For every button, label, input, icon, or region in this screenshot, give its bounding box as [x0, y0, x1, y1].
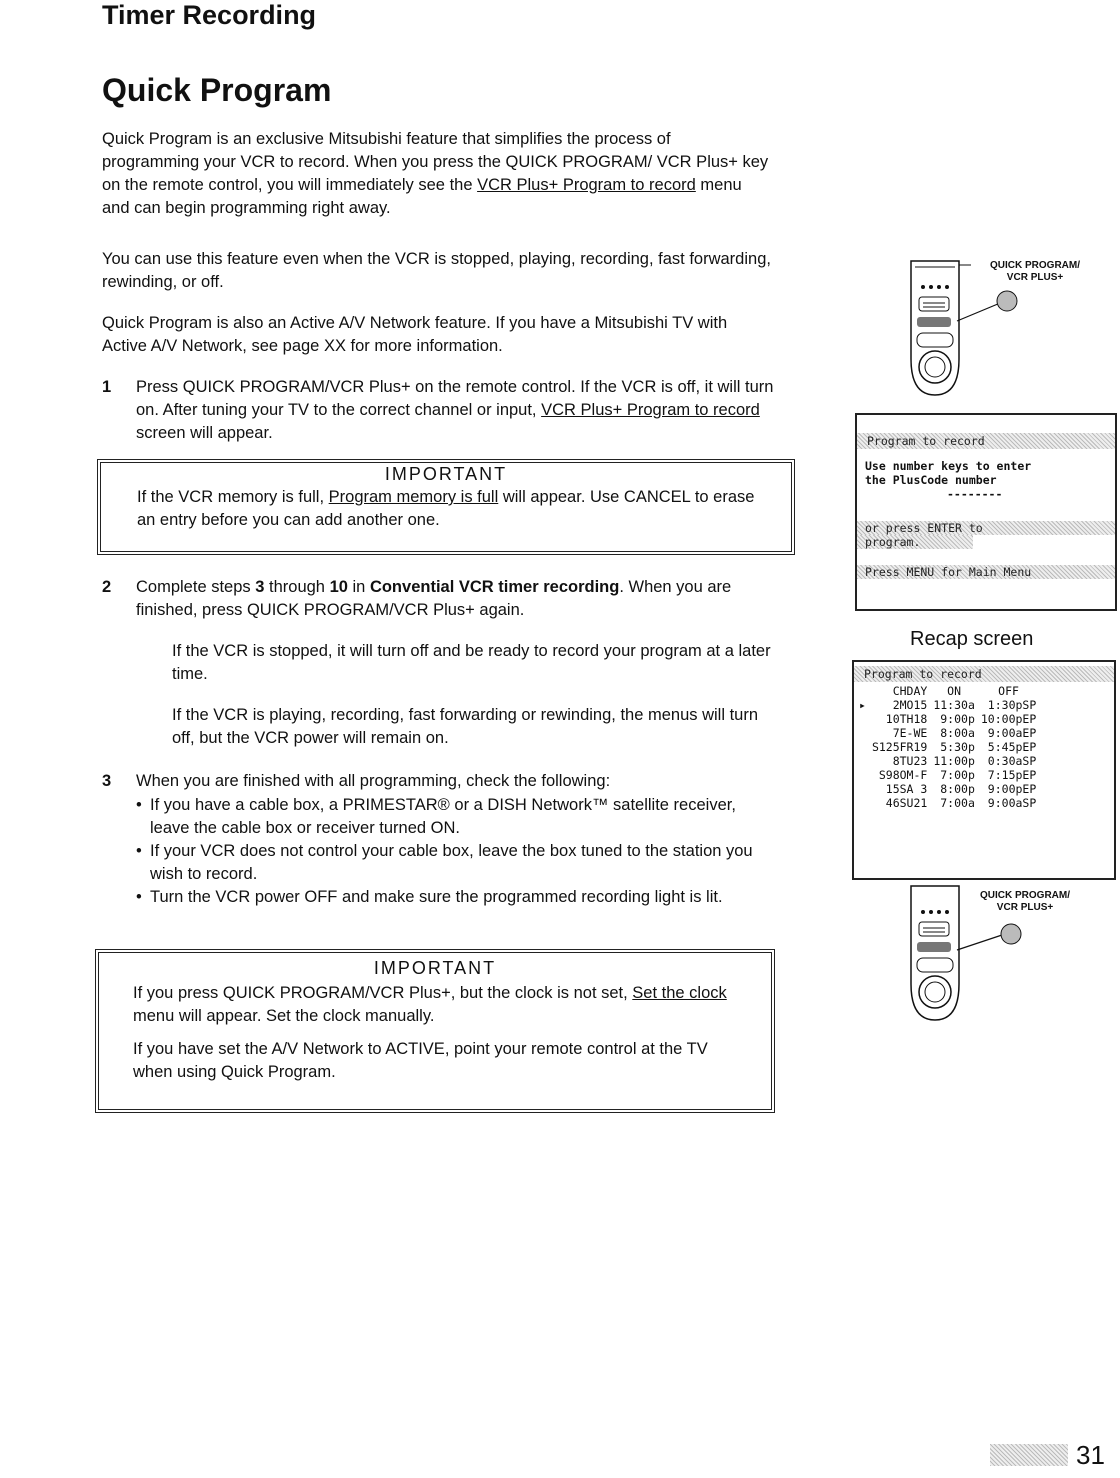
- important-text: If the VCR memory is full, Program memory is full will appear. Use CANCEL to erase an entry before you can add another one.: [137, 488, 755, 529]
- list-item: • If your VCR does not control your cable box, leave the box tuned to the station you wish to record.: [136, 840, 776, 886]
- checklist: [136, 794, 776, 909]
- recap-table: [856, 684, 1039, 810]
- intro-paragraph-1: Quick Program is an exclusive Mitsubishi feature that simplifies the process of programming your VCR to record. When you press the QUICK PROGRAM/ VCR Plus+ key on the remote control, you will immediately see the VCR Plus+ Program to record menu and can begin programming right away.: [102, 130, 769, 217]
- step-2: 2 Complete steps 3 through 10 in Convential VCR timer recording. When you are finished, press QUICK PROGRAM/VCR Plus+ again.: [102, 578, 732, 619]
- important-text-2: If you have set the A/V Network to ACTIVE, point your remote control at the TV when using Quick Program.: [133, 1040, 708, 1081]
- step-2-note-2: If the VCR is playing, recording, fast forwarding or rewinding, the menus will turn off, but the VCR power will remain on.: [172, 706, 759, 747]
- table-row: 15SA 3 8:00p 9:00pEP: [885, 782, 1037, 796]
- intro-paragraph-2: You can use this feature even when the VCR is stopped, playing, recording, fast forwarding, rewinding, or off.: [102, 250, 771, 291]
- page-number: 31: [1076, 1440, 1105, 1470]
- list-item: • Turn the VCR power OFF and make sure the programmed recording light is lit.: [136, 886, 776, 909]
- table-row: S125FR19 5:30p 5:45pEP: [871, 740, 1037, 754]
- step-3: 3 When you are finished with all programming, check the following:: [102, 772, 611, 790]
- step-2-note-1: If the VCR is stopped, it will turn off and be ready to record your program at a later time.: [172, 642, 771, 683]
- page-title: Quick Program: [102, 72, 332, 108]
- screen-line: Use number keys to enter: [865, 459, 1032, 473]
- menu-name-link: VCR Plus+ Program to record: [477, 176, 696, 194]
- screen-line: program.: [857, 535, 973, 549]
- important-heading: IMPORTANT: [373, 958, 497, 978]
- important-box-1: [100, 462, 792, 552]
- screen-line: or press ENTER to: [857, 521, 1115, 535]
- recap-caption: Recap screen: [910, 628, 1034, 650]
- page-number-bar: [990, 1444, 1068, 1466]
- intro-paragraph-3: Quick Program is also an Active A/V Network feature. If you have a Mitsubishi TV with Active A/V Network, see page XX for more information.: [102, 314, 728, 355]
- table-header: CHDAY ON OFF: [892, 684, 1019, 698]
- screen-line: Press MENU for Main Menu: [857, 565, 1115, 579]
- table-row: 8TU23 11:00p 0:30aSP: [892, 754, 1037, 768]
- pluscode-placeholder: --------: [947, 487, 1003, 501]
- recap-screen: [852, 660, 1116, 880]
- cursor-icon: ▸: [859, 698, 866, 712]
- table-row: ▸ 2MO15 11:30a 1:30pSP: [856, 698, 1039, 712]
- list-item: • If you have a cable box, a PRIMESTAR® or a DISH Network™ satellite receiver, leave the cable box or receiver turned ON.: [136, 794, 776, 840]
- screen-title: Program to record: [857, 433, 1115, 449]
- program-to-record-screen: [855, 413, 1117, 611]
- step-1: 1 Press QUICK PROGRAM/VCR Plus+ on the remote control. If the VCR is off, it will turn on. After tuning your TV to the correct channel or input, VCR Plus+ Program to record screen will appear.: [102, 378, 774, 442]
- remote-label-top: QUICK PROGRAM/ VCR PLUS+: [990, 260, 1080, 283]
- important-text-1: If you press QUICK PROGRAM/VCR Plus+, but the clock is not set, Set the clock menu will appear. Set the clock manually.: [133, 984, 727, 1025]
- table-row: 7E-WE 8:00a 9:00aEP: [892, 726, 1037, 740]
- important-box-2: [98, 952, 772, 1110]
- screen-title: Program to record: [854, 666, 1114, 682]
- table-row: 10TH18 9:00p 10:00pEP: [885, 712, 1037, 726]
- remote-label-bottom: QUICK PROGRAM/ VCR PLUS+: [980, 890, 1070, 913]
- important-heading: IMPORTANT: [384, 464, 508, 484]
- screen-line: the PlusCode number: [865, 473, 997, 487]
- section-title: Timer Recording: [102, 0, 317, 30]
- table-row: 46SU21 7:00a 9:00aSP: [885, 796, 1037, 810]
- table-row: S98OM-F 7:00p 7:15pEP: [878, 768, 1037, 782]
